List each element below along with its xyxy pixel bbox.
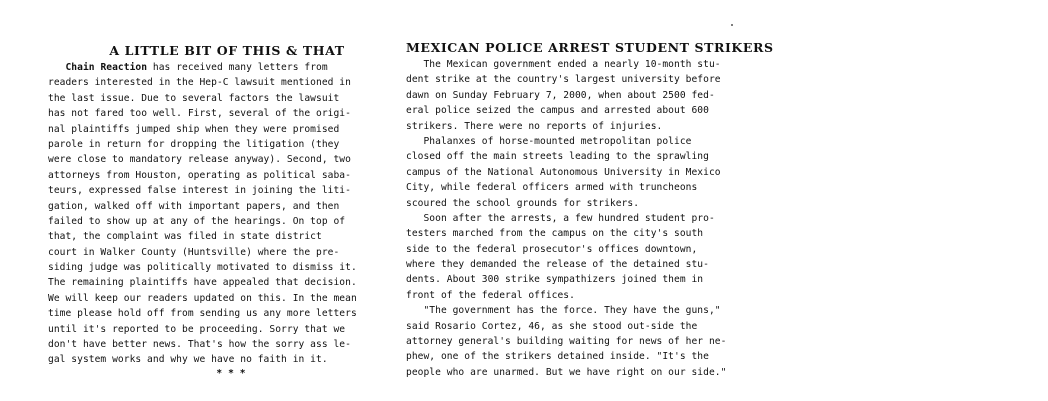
right-article-line: testers marched from the campus on the city's south [406, 228, 704, 240]
left-article-line: time please hold off from sending us any more letters [48, 308, 357, 320]
left-article-line: were close to mandatory release anyway). Second, two [48, 154, 351, 166]
right-article-line: "The government has the force. They have the guns," [406, 305, 721, 317]
scan-speck [731, 24, 733, 26]
right-article-line: people who are unarmed. But we have right on our side." [406, 366, 727, 378]
left-article-line: has not fared too well. First, several of the origi- [48, 108, 351, 120]
right-article-line: City, while federal officers armed with truncheons [406, 182, 698, 194]
right-article-line: side to the federal prosecutor's offices downtown, [406, 243, 698, 255]
right-article-line: The Mexican government ended a nearly 10-month stu- [406, 59, 721, 70]
right-article-line: said Rosario Cortez, 46, as she stood out-side the [406, 320, 698, 332]
right-article-line: front of the federal offices. [406, 289, 575, 301]
left-article-line: attorneys from Houston, operating as political saba- [48, 169, 351, 181]
left-article-line: court in Walker County (Huntsville) where the pre- [48, 246, 340, 258]
left-article-line: parole in return for dropping the litigation (they [48, 138, 340, 150]
right-article-line: Phalanxes of horse-mounted metropolitan police [406, 135, 692, 147]
right-article-body [406, 57, 778, 380]
left-article-line: until it's reported to be proceeding. Sorry that we [48, 323, 346, 335]
right-article-line: where they demanded the release of the detained stu- [406, 259, 709, 271]
right-article-line: scoured the school grounds for strikers. [406, 197, 640, 209]
right-article-line: Soon after the arrests, a few hundred student pro- [406, 212, 715, 224]
right-article-line: dents. About 300 strike sympathizers joined them in [406, 274, 704, 286]
left-article-line: siding judge was politically motivated to dismiss it. [48, 262, 357, 274]
publication-name: Chain Reaction [65, 62, 148, 73]
right-article-line: closed off the main streets leading to the sprawling [406, 151, 709, 163]
left-article-line: readers interested in the Hep-C lawsuit mentioned in [48, 77, 351, 89]
left-article-line: The remaining plaintiffs have appealed that decision. [48, 277, 357, 289]
left-article-line: gation, walked off with important papers, and then [48, 200, 340, 212]
right-article-line: campus of the National Autonomous University in Mexico [406, 166, 721, 178]
left-article [48, 43, 394, 380]
left-article-body [48, 60, 394, 380]
left-article-line: that, the complaint was filed in state district [48, 231, 322, 243]
right-article-line: attorney general's building waiting for news of her ne- [406, 336, 727, 348]
left-article-line: nal plaintiffs jumped ship when they were promised [48, 123, 340, 135]
left-article-line: We will keep our readers updated on this. In the mean [48, 292, 357, 304]
section-separator: * * * [216, 367, 246, 379]
left-article-line: don't have better news. That's how the sorry ass le- [48, 339, 351, 351]
right-article-line: phew, one of the strikers detained inside. "It's the [406, 351, 709, 363]
left-article-first-line [48, 60, 394, 75]
right-article-headline: MEXICAN POLICE ARREST STUDENT STRIKERS [406, 40, 774, 55]
first-line-rest: has received many letters from [147, 62, 328, 73]
left-article-line: failed to show up at any of the hearings. On top of [48, 215, 346, 227]
left-article-line: the last issue. Due to several factors the lawsuit [48, 92, 340, 104]
right-article-line: dent strike at the country's largest university before [406, 74, 721, 86]
left-article-line: teurs, expressed false interest in joining the liti- [48, 185, 351, 197]
left-article-line: gal system works and why we have no faith in it. [48, 354, 328, 366]
left-article-headline: A LITTLE BIT OF THIS & THAT [109, 43, 345, 58]
right-article-line: eral police seized the campus and arrested about 600 [406, 105, 709, 117]
right-article-line: strikers. There were no reports of injuries. [406, 120, 663, 132]
right-article-line: dawn on Sunday February 7, 2000, when about 2500 fed- [406, 89, 715, 101]
right-article [406, 40, 778, 380]
